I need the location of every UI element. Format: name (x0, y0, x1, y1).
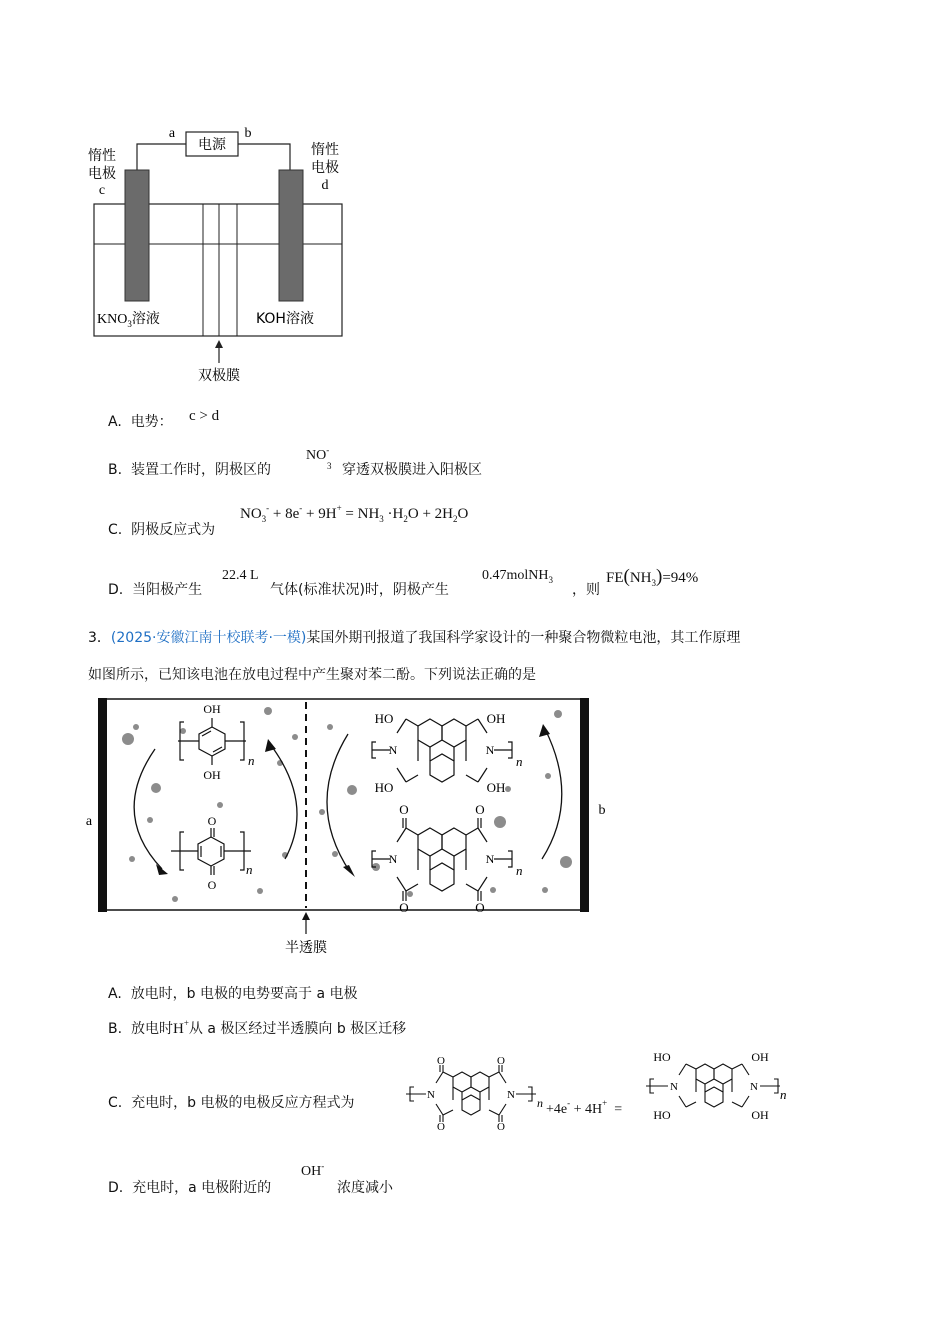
polymer-battery-diagram (80, 694, 620, 962)
option-2a-formula: c > d (189, 408, 220, 424)
terminal-a-label: a (168, 126, 176, 141)
option-2d: D. 当阳极产生 (108, 582, 203, 598)
option-3c-product-structure (640, 1044, 800, 1128)
svg-text:n: n (516, 754, 523, 769)
svg-text:n: n (246, 862, 253, 877)
electrode-a-plate (98, 698, 107, 912)
svg-text:c: c (98, 183, 106, 198)
svg-text:N: N (485, 743, 495, 757)
svg-text:N: N (427, 1089, 435, 1101)
option-2c-equation: $NO_3^- + 8e^- + 9H^+ = NH_3 \cdot H_2O + 2H_2O$ (240, 503, 469, 524)
svg-text:N: N (388, 852, 398, 866)
electrode-a-label: a (85, 814, 93, 829)
svg-text:OH: OH (751, 1108, 769, 1122)
electrode-c (125, 170, 149, 301)
svg-text:HO: HO (374, 711, 394, 726)
svg-text:HO: HO (653, 1108, 671, 1122)
svg-text:HO: HO (374, 780, 394, 795)
option-3c-reactant-structure (400, 1054, 550, 1130)
svg-text:O: O (207, 878, 217, 892)
svg-text:N: N (507, 1089, 515, 1101)
option-2b: B. 装置工作时，阴极区的 (108, 462, 271, 478)
svg-text:惰性: 惰性 (88, 148, 116, 164)
svg-text:N: N (388, 743, 398, 757)
option-2b-rest: 穿透双极膜进入阳极区 (342, 462, 482, 478)
terminal-b-label: b (244, 126, 252, 141)
option-3d: D. 充电时，a 电极附近的 (108, 1180, 272, 1196)
svg-text:O: O (437, 1055, 445, 1067)
svg-text:O: O (207, 814, 217, 828)
svg-text:N: N (670, 1081, 678, 1093)
power-source-label: 电源 (198, 137, 226, 153)
svg-text:O: O (475, 802, 485, 817)
svg-text:OH: OH (203, 702, 221, 716)
semi-permeable-membrane-label: 半透膜 (285, 940, 327, 956)
option-3b: B. 放电时H+从 a 极区经过半透膜向 b 极区迁移 (108, 1018, 407, 1037)
svg-text:n: n (780, 1087, 787, 1102)
svg-text:OH: OH (486, 780, 506, 795)
bipolar-membrane-label: 双极膜 (198, 368, 240, 384)
svg-text:电极: 电极 (311, 160, 339, 176)
svg-text:N: N (485, 852, 495, 866)
svg-text:N: N (750, 1081, 758, 1093)
svg-text:O: O (497, 1121, 505, 1130)
option-2d-faradaic-efficiency: $FE(NH_3)=94\%$ (606, 566, 699, 588)
question-3-stem: 3．(2025·安徽江南十校联考·一模)某国外期刊报道了我国科学家设计的一种聚合物微粒电池，其工作原理 (88, 630, 741, 646)
svg-text:HO: HO (653, 1050, 671, 1064)
left-solution-label: $KNO_3$溶液 (97, 311, 160, 329)
svg-text:惰性: 惰性 (311, 142, 339, 158)
electrode-d (279, 170, 303, 301)
svg-text:O: O (475, 900, 485, 915)
svg-text:O: O (497, 1055, 505, 1067)
svg-text:n: n (248, 753, 255, 768)
polyhydroquinone-structure (178, 718, 246, 765)
option-2b-ion: NO- (306, 445, 330, 463)
question-3-stem-line2: 如图所示，已知该电池在放电过程中产生聚对苯二酚。下列说法正确的是 (88, 667, 536, 683)
svg-text:OH: OH (751, 1050, 769, 1064)
svg-text:O: O (437, 1121, 445, 1130)
option-2a: A. 电势： (108, 414, 173, 430)
svg-text:O: O (399, 802, 409, 817)
option-2d-moles: 0.47molNH$_3$ (482, 568, 553, 585)
svg-text:O: O (399, 900, 409, 915)
svg-text:电极: 电极 (88, 166, 116, 182)
electrolysis-cell-diagram (80, 118, 370, 390)
electrode-b-plate (580, 698, 589, 912)
svg-text:n: n (516, 863, 523, 878)
svg-text:n: n (537, 1096, 543, 1110)
right-solution-label: KOH溶液 (256, 311, 314, 327)
svg-text:d: d (321, 178, 329, 193)
svg-text:OH: OH (486, 711, 506, 726)
option-3a: A. 放电时，b 电极的电势要高于 a 电极 (108, 986, 358, 1002)
option-2c: C. 阴极反应式为 (108, 522, 216, 538)
option-2d-volume: 22.4 L (222, 568, 259, 583)
option-3c-equation-middle: +4e- + 4H+ = (546, 1098, 623, 1117)
electrode-b-label: b (598, 803, 606, 818)
question-3-source: (2025·安徽江南十校联考·一模) (110, 630, 307, 646)
polybenzoquinone-structure (171, 828, 251, 875)
svg-text:OH: OH (203, 768, 221, 782)
option-3d-ion: OH- (301, 1161, 325, 1179)
option-3c: C. 充电时，b 电极的电极反应方程式为 (108, 1095, 355, 1111)
